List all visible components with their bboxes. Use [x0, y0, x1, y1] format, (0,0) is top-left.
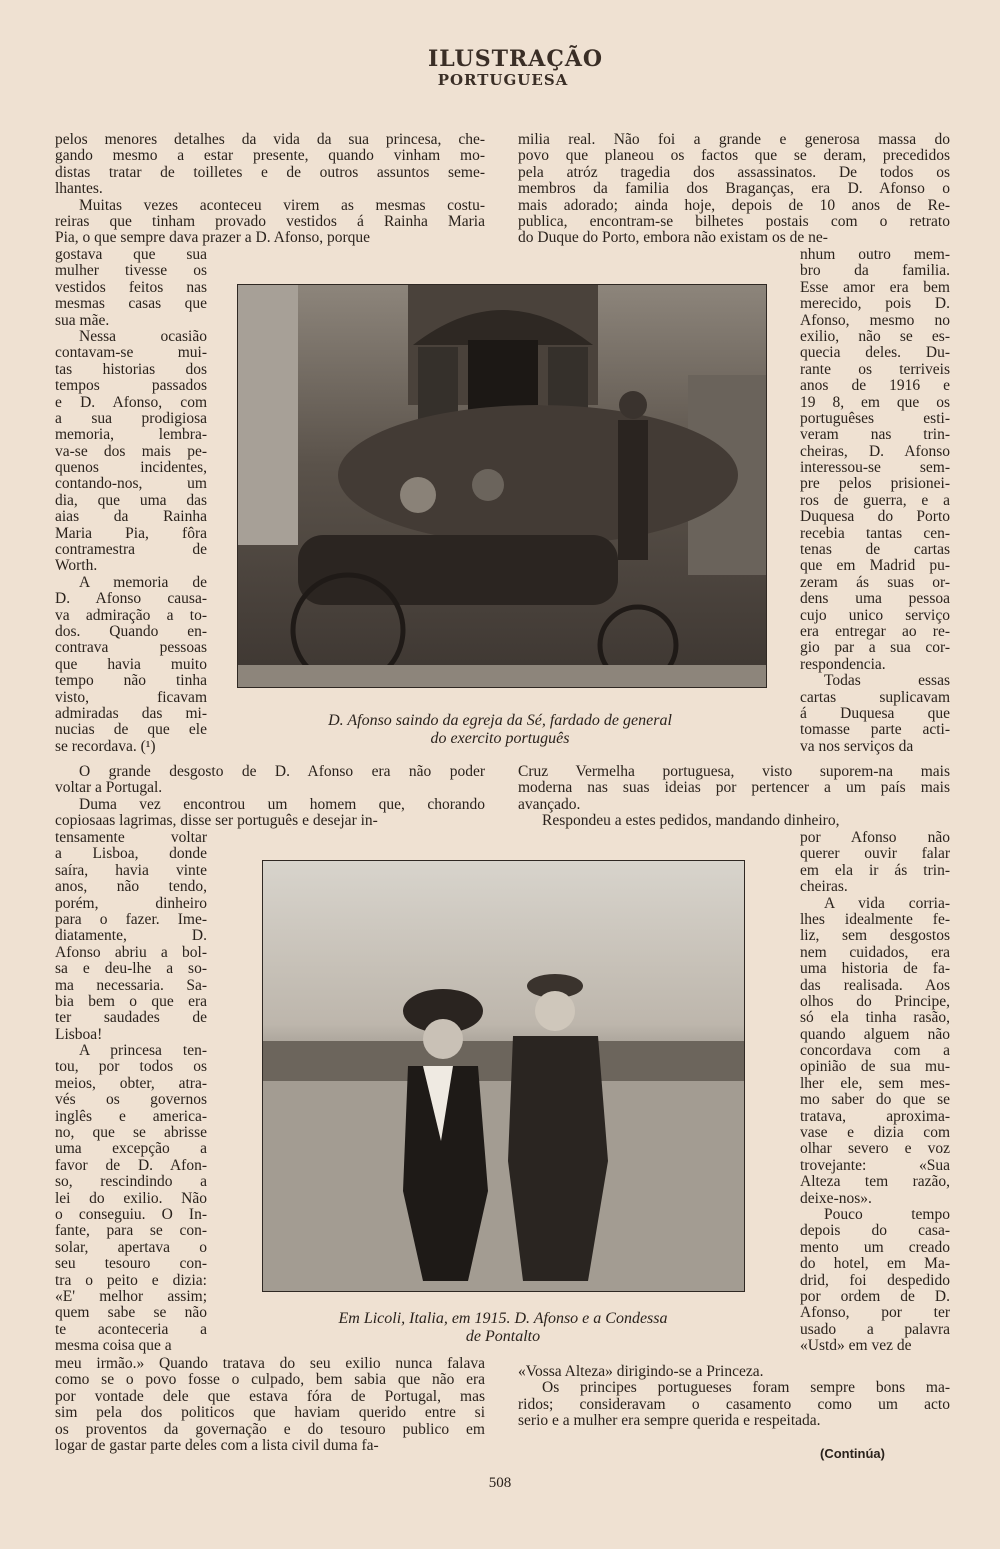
text-line: mulher tivesse os: [55, 262, 207, 280]
text-line: memoria, lembra-: [55, 426, 207, 444]
text-line: liz, sem desgostos: [800, 927, 950, 945]
text-line: so, rescindindo a: [55, 1173, 207, 1191]
licoli-walk-photo: [262, 860, 745, 1292]
text-line: A princesa ten-: [79, 1042, 207, 1060]
photo-caption-2: [250, 1310, 756, 1346]
text-line: para o fazer. Ime-: [55, 910, 207, 928]
text-line: uma excepção a: [55, 1140, 207, 1158]
text-line: «Vossa Alteza» dirigindo-se a Princeza.: [518, 1363, 764, 1380]
church-carriage-photo: [237, 284, 767, 688]
text-line: tra o peito e dizia:: [55, 1271, 207, 1289]
text-line: era entregar ao re-: [800, 622, 950, 640]
text-line: ma necessaria. Sa-: [55, 976, 207, 994]
text-line: tempo não tinha: [55, 672, 207, 690]
text-line: contavam-se mui-: [55, 344, 207, 362]
text-line: mento um creado: [800, 1238, 950, 1256]
caption-1-line-2: do exercito português: [430, 730, 570, 747]
text-line: merecido, pois D.: [800, 295, 950, 313]
text-line: avançado.: [518, 795, 581, 813]
text-line: anos de 1916 e: [800, 377, 950, 395]
text-line: povo que planeou os factos que se deram, precedidos: [518, 147, 950, 165]
text-line: ridos; consideravam o casamento como um acto: [518, 1395, 950, 1413]
text-line: pela atróz tragedia dos assassinatos. De todos os: [518, 163, 950, 181]
column-a-narrow-2: [55, 830, 207, 1355]
text-line: o conseguiu. O In-: [55, 1205, 207, 1223]
text-line: gando mesmo a estar presente, quando vinham mo-: [55, 147, 485, 165]
text-line: anos, não tendo,: [55, 878, 207, 896]
text-line: A vida corria-: [824, 894, 950, 912]
text-line: meu irmão.» Quando tratava do seu exilio nunca falava: [55, 1355, 485, 1372]
text-line: fante, para se con-: [55, 1222, 207, 1240]
text-line: visto, ficavam: [55, 688, 207, 706]
text-line: bia bem o que era: [55, 992, 207, 1010]
text-line: vase e dizia com: [800, 1124, 950, 1142]
text-line: meios, obter, atra-: [55, 1074, 207, 1092]
text-line: tratava, aproxima-: [800, 1107, 950, 1125]
text-line: logar de gastar parte deles com a lista civil duma fa-: [55, 1436, 379, 1454]
column-a-top: [55, 132, 485, 247]
text-line: porém, dinheiro: [55, 894, 207, 912]
text-line: Pia, o que sempre dava prazer a D. Afonso, porque: [55, 229, 371, 247]
text-line: distas tratar de toilletes e de outros assuntos seme-: [55, 163, 485, 181]
text-line: gio par a sua cor-: [800, 639, 950, 657]
caption-1-line-1: D. Afonso saindo da egreja da Sé, fardado de general: [328, 712, 672, 729]
text-line: Pouco tempo: [824, 1205, 950, 1223]
text-line: depois do casa-: [800, 1222, 950, 1240]
text-line: lhantes.: [55, 180, 103, 198]
text-line: Esse amor era bem: [800, 278, 950, 296]
text-line: Todas essas: [824, 672, 950, 690]
text-line: ter saudades de: [55, 1009, 207, 1027]
text-line: milia real. Não foi a grande e generosa massa do: [518, 131, 950, 148]
page-number: 508: [488, 1475, 512, 1491]
text-line: vestidos feitos nas: [55, 278, 207, 296]
text-line: Afonso, por ter: [800, 1304, 950, 1322]
text-line: nucias de que ele: [55, 721, 207, 739]
text-line: querer ouvir falar: [800, 845, 950, 863]
text-line: pelos menores detalhes da vida da sua princesa, che-: [55, 131, 485, 148]
text-line: por vontade dele que estava fóra de Portugal, mas: [55, 1387, 485, 1405]
text-line: «E' melhor assim;: [55, 1287, 207, 1305]
text-line: interessou-se sem-: [800, 459, 950, 477]
text-line: deixe-nos».: [800, 1189, 872, 1207]
text-line: exilio, não se es-: [800, 327, 950, 345]
text-line: Worth.: [55, 557, 98, 575]
text-line: quando alguem não: [800, 1025, 950, 1043]
masthead-logo: [428, 46, 604, 100]
text-line: contrava pessoas: [55, 639, 207, 657]
text-line: voltar a Portugal.: [55, 779, 163, 797]
text-line: O grande desgosto de D. Afonso era não poder: [79, 763, 485, 780]
text-line: por ordem de D.: [800, 1287, 950, 1305]
column-b-middle: [518, 764, 950, 830]
text-line: quenos incidentes,: [55, 459, 207, 477]
text-line: mesmas casas que: [55, 295, 207, 313]
text-line: membros da familia dos Braganças, era D. Afonso o: [518, 180, 950, 198]
text-line: só ela tinha rasão,: [800, 1009, 950, 1027]
text-line: mais adorado; ainda hoje, depois de 10 anos de Re-: [518, 196, 950, 214]
text-line: tempos passados: [55, 377, 207, 395]
text-line: Cruz Vermelha portuguesa, visto suporem-na mais: [518, 763, 950, 780]
text-line: admiradas das mi-: [55, 704, 207, 722]
text-line: Lisboa!: [55, 1025, 103, 1043]
text-line: como se o povo fosse o culpado, bem sabia que não era: [55, 1371, 485, 1389]
text-line: os proventos da governação e do tesouro publico em: [55, 1420, 485, 1438]
text-line: das realisada. Aos: [800, 976, 950, 994]
text-line: Afonso abriu a bol-: [55, 943, 207, 961]
text-line: cheiras, D. Afonso: [800, 442, 950, 460]
text-line: a Lisboa, donde: [55, 845, 207, 863]
text-line: olhar severo e voz: [800, 1140, 950, 1158]
text-line: diatamente, D.: [55, 927, 207, 945]
text-line: quecia deles. Du-: [800, 344, 950, 362]
text-line: portuguêses esti-: [800, 409, 950, 427]
caption-2-line-1: Em Licoli, Italia, em 1915. D. Afonso e a Condessa: [338, 1310, 668, 1327]
text-line: e D. Afonso, com: [55, 393, 207, 411]
text-line: A memoria de: [79, 573, 207, 591]
continued-note: (Continúa): [820, 1446, 885, 1461]
text-line: quem sabe se não: [55, 1304, 207, 1322]
text-line: saíra, havia vinte: [55, 861, 207, 879]
text-line: opinião de sua mu-: [800, 1058, 950, 1076]
text-line: favor de D. Afon-: [55, 1156, 207, 1174]
text-line: em ela ir ás trin-: [800, 861, 950, 879]
text-line: sa e deu-lhe a so-: [55, 960, 207, 978]
text-line: tenas de cartas: [800, 541, 950, 559]
column-a-middle: [55, 764, 485, 830]
text-line: Nessa ocasião: [79, 327, 207, 345]
text-line: va admiração a to-: [55, 606, 207, 624]
text-line: Afonso, mesmo no: [800, 311, 950, 329]
text-line: va nos serviços da: [800, 737, 914, 755]
text-line: Maria Pia, fôra: [55, 524, 207, 542]
text-line: lhes idealmente fe-: [800, 910, 950, 928]
text-line: á Duquesa que: [800, 704, 950, 722]
text-line: Os principes portugueses foram sempre bons ma-: [542, 1379, 950, 1397]
text-line: cartas suplicavam: [800, 688, 950, 706]
text-line: se recordava. (¹): [55, 737, 156, 755]
masthead-line1: ILUSTRAÇÃO: [428, 46, 604, 72]
text-line: «Ustd» em vez de: [800, 1337, 912, 1355]
text-line: lher ele, sem mes-: [800, 1074, 950, 1092]
text-line: do Duque do Porto, embora não existam os de ne-: [518, 229, 828, 247]
text-line: nhum outro mem-: [800, 246, 950, 263]
text-line: tensamente voltar: [55, 829, 207, 846]
text-line: vés os governos: [55, 1091, 207, 1109]
text-line: do hotel, em Ma-: [800, 1255, 950, 1273]
text-line: zeram ás suas or-: [800, 573, 950, 591]
church-carriage-illustration: [238, 285, 766, 687]
text-line: olhos do Principe,: [800, 992, 950, 1010]
text-line: concordava com a: [800, 1042, 950, 1060]
text-line: cujo unico serviço: [800, 606, 950, 624]
text-line: respondencia.: [800, 655, 886, 673]
text-line: contando-nos, um: [55, 475, 207, 493]
text-line: drid, foi despedido: [800, 1271, 950, 1289]
text-line: tas historias dos: [55, 360, 207, 378]
text-line: Alteza tem razão,: [800, 1173, 950, 1191]
text-line: trovejante: «Sua: [800, 1156, 950, 1174]
text-line: veram nas trin-: [800, 426, 950, 444]
text-line: rante os terriveis: [800, 360, 950, 378]
text-line: copiosaas lagrimas, disse ser português e desejar in-: [55, 812, 378, 830]
couple-walking-illustration: [263, 861, 744, 1291]
text-line: dens uma pessoa: [800, 590, 950, 608]
column-b-narrow-2: [800, 830, 950, 1355]
text-line: sim pela dos politicos que haviam querido entre si: [55, 1404, 485, 1422]
text-line: cheiras.: [800, 878, 848, 896]
text-line: por Afonso não: [800, 829, 950, 846]
text-line: Respondeu a estes pedidos, mandando dinheiro,: [542, 812, 840, 830]
text-line: lei do exilio. Não: [55, 1189, 207, 1207]
text-line: seu tesouro con-: [55, 1255, 207, 1273]
text-line: aias da Rainha: [55, 508, 207, 526]
text-line: reiras que tinham provado vestidos á Rainha Maria: [55, 212, 485, 230]
column-b-narrow-1: [800, 247, 950, 755]
text-line: no, que se abrisse: [55, 1124, 207, 1142]
text-line: recebia tantas cen-: [800, 524, 950, 542]
column-a-narrow-1: [55, 247, 207, 755]
text-line: inglês e america-: [55, 1107, 207, 1125]
text-line: a sua prodigiosa: [55, 409, 207, 427]
text-line: serio e a mulher era sempre querida e respeitada.: [518, 1412, 821, 1430]
text-line: tomasse parte acti-: [800, 721, 950, 739]
text-line: nem cuidados, era: [800, 943, 950, 961]
column-a-bottom: [55, 1356, 485, 1454]
text-line: ros de guerra, e a: [800, 491, 950, 509]
text-line: bro da familia.: [800, 262, 950, 280]
text-line: uma historia de fa-: [800, 960, 950, 978]
text-line: solar, apertava o: [55, 1238, 207, 1256]
text-line: Muitas vezes aconteceu virem as mesmas costu-: [79, 196, 485, 214]
text-line: 19 8, em que os: [800, 393, 950, 411]
text-line: dia, que uma das: [55, 491, 207, 509]
text-line: sua mãe.: [55, 311, 110, 329]
text-line: Duma vez encontrou um homem que, chorando: [79, 795, 485, 813]
text-line: te aconteceria a: [55, 1320, 207, 1338]
caption-2-line-2: de Pontalto: [465, 1328, 541, 1345]
text-line: usado a palavra: [800, 1320, 950, 1338]
text-line: pre pelos prisionei-: [800, 475, 950, 493]
text-line: D. Afonso causa-: [55, 590, 207, 608]
text-line: mo saber do que se: [800, 1091, 950, 1109]
text-line: publica, encontram-se bilhetes postais com o retrato: [518, 212, 950, 230]
masthead-line2: PORTUGUESA: [437, 71, 569, 89]
column-b-bottom: [518, 1364, 950, 1430]
column-b-top: [518, 132, 950, 247]
text-line: que em Madrid pu-: [800, 557, 950, 575]
text-line: moderna nas suas ideias por pertencer a um país mais: [518, 779, 950, 797]
text-line: gostava que sua: [55, 246, 207, 263]
text-line: mesma coisa que a: [55, 1337, 172, 1355]
text-line: tou, por todos os: [55, 1058, 207, 1076]
text-line: Duquesa do Porto: [800, 508, 950, 526]
text-line: contramestra de: [55, 541, 207, 559]
photo-caption-1: [250, 712, 750, 748]
text-line: que havia muito: [55, 655, 207, 673]
text-line: dos. Quando en-: [55, 622, 207, 640]
text-line: va-se dos mais pe-: [55, 442, 207, 460]
